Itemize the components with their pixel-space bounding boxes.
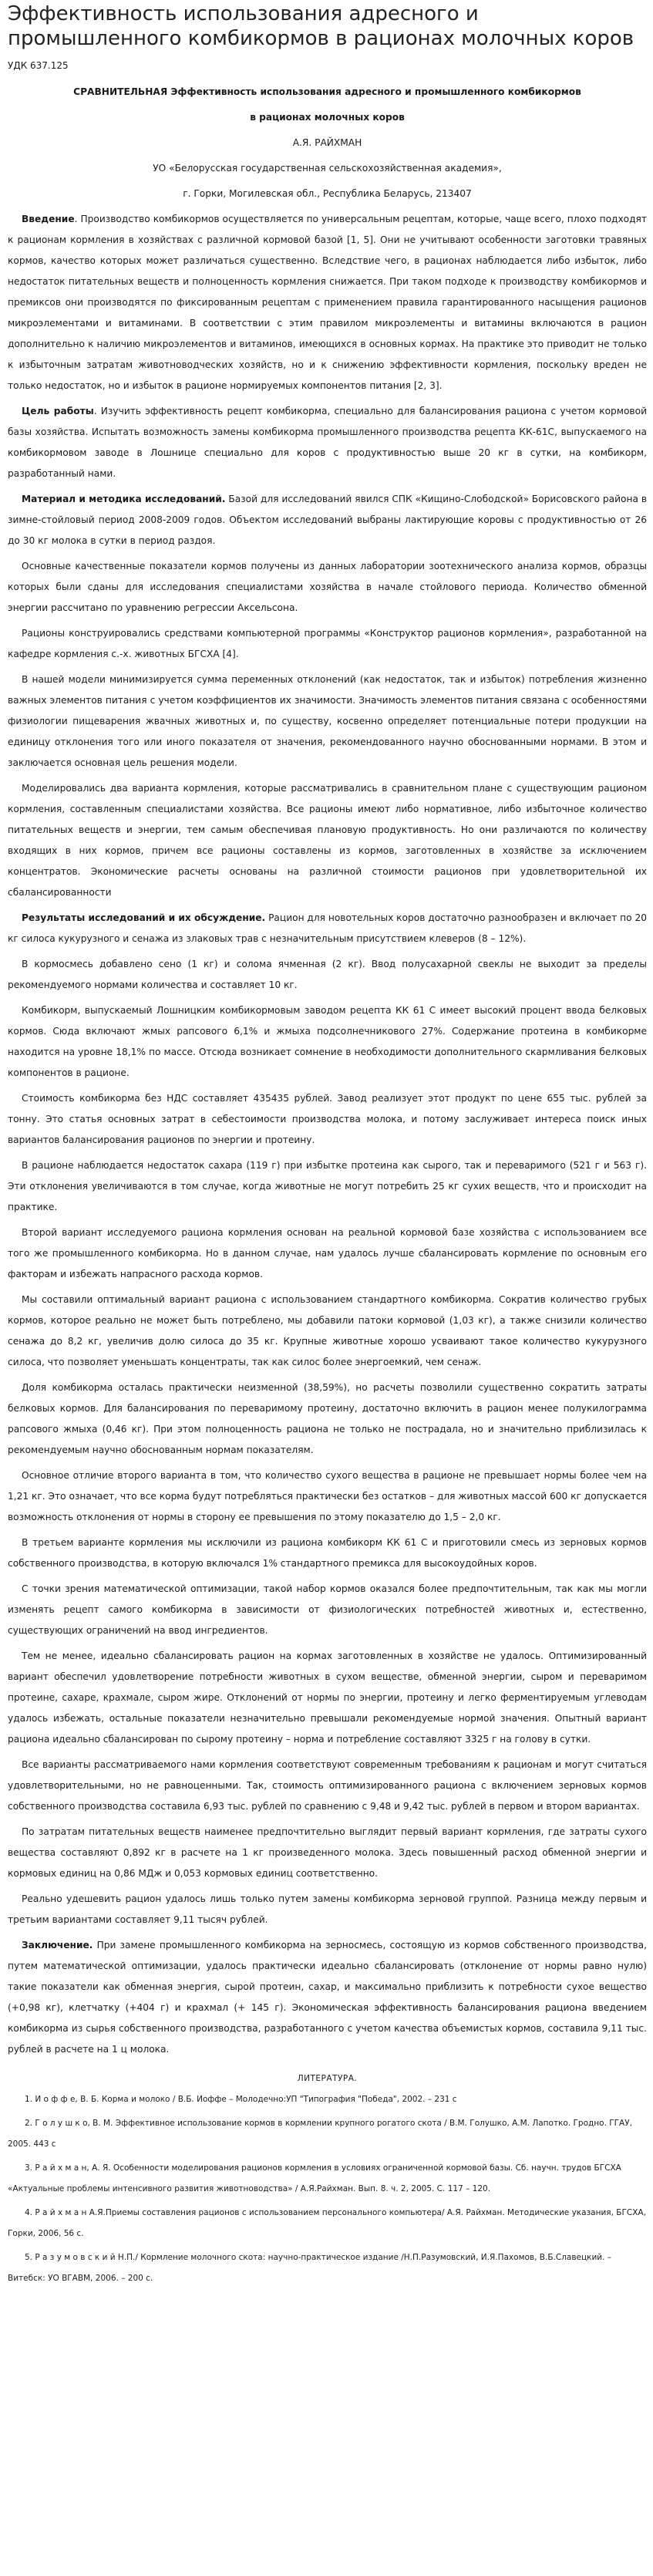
reference-item: 1. И о ф ф е, В. Б. Корма и молоко / В.Б. Иоффе – Молодечно:УП "Типография "Победа", 2002. – 231 с: [25, 2095, 457, 2104]
paragraph-hay: В кормосмесь добавлено сено (1 кг) и солома ячменная (2 кг). Ввод полусахарной свеклы не выходит за пределы рекомендуемого нормами количества и составляет 10 кг.: [8, 959, 647, 990]
paragraph-share: Доля комбикорма осталась практически неизменной (38,59%), но расчеты позволили существенно сократить затраты белковых кормов. Для балансирования по переваримому протеину, достаточно включить в рацион менее полукилограмма рапсового жмыха (0,46 кг). При этом полноценность рациона не только не пострадала, но и значительно приблизилась к рекомендуемым научно обоснованным нормам показателям.: [8, 1382, 647, 1455]
paragraph-methods: [8, 489, 647, 551]
results-heading: Результаты исследований и их обсуждение.: [22, 912, 266, 923]
aim-text: . Изучить эффективность рецепт комбикорма, специально для балансирования рациона с учетом кормовой базы хозяйства. Испытать возможность замены комбикорма промышленного производства рецепта КК-61С, выпускаемого на комбикормовом заводе в Лошнице специально для коров с продуктивностью выше 20 кг в сутки, на комбикорм, разработанный нами.: [8, 406, 647, 479]
page-title: Эффективность использования адресного и промышленного комбикормов в рационах молочных коров: [8, 2, 634, 50]
paragraph-nutrient-cost: По затратам питательных веществ наименее предпочтительно выглядит первый вариант кормления, где затраты сухого вещества составляют 0,892 кг в расчете на 1 кг произведенного молока. Здесь повышенный расход обменной энергии и кормовых единиц на 0,86 МДж и 0,053 кормовых единиц соответственно.: [8, 1826, 647, 1879]
reference-item: 2. Г о л у ш к о, В. М. Эффективное использование кормов в кормлении крупного рогатого скота / В.М. Голушко, А.М. Лапотко. Гродно. ГГАУ, 2005. 443 с: [8, 2119, 632, 2149]
paragraph-optimal: Мы составили оптимальный вариант рациона с использованием стандартного комбикорма. Сократив количество грубых кормов, которое реально не может быть потреблено, мы добавили патоки кормовой (1,03 кг), а также снизили количество сенажа до 8,2 кг, увеличив долю силоса до 35 кг. Крупные животные хорошо усваивают такое количество кукурузного силоса, что позволяет уменьшать концентраты, так как силос более энергоемкий, чем сенаж.: [8, 1294, 647, 1367]
article-title-line1: СРАВНИТЕЛЬНАЯ Эффективность использования адресного и промышленного комбикормов: [73, 86, 581, 97]
paragraph-third-variant: В третьем варианте кормления мы исключили из рациона комбикорм КК 61 С и приготовили смесь из зерновых кормов собственного производства, в которую включался 1% стандартного премикса для высокоудойных коров.: [8, 1537, 647, 1569]
references-list: [8, 2089, 647, 2289]
paragraph-math: С точки зрения математической оптимизации, такой набор кормов оказался более предпочтительным, так как мы могли изменять рецепт самого комбикорма в зависимости от физиологических потребностей животных и, естественно, существующих ограничений на ввод ингредиентов.: [8, 1583, 647, 1636]
article-body: [8, 82, 647, 2060]
methods-heading: Материал и методика исследований.: [22, 494, 226, 504]
paragraph-second-variant: Второй вариант исследуемого рациона кормления основан на реальной кормовой базе хозяйства с использованием все того же промышленного комбикорма. Но в данном случае, нам удалось лучше сбалансировать кормление по основным его факторам и избежать напрасного расхода кормов.: [8, 1227, 647, 1280]
paragraph-however: Тем не менее, идеально сбалансировать рацион на кормах заготовленных в хозяйстве не удалось. Оптимизированный вариант обеспечил удовлетворение потребности животных в сухом веществе, обменной энергии, сыром и переваримом протеине, сахаре, крахмале, сыром жире. Отклонений от нормы по энергии, протеину и легко ферментируемым углеводам удалось избежать, остальные показатели незначительно превышали рекомендуемые нормой значения. Опытный вариант рациона идеально сбалансирован по сырому протеину – норма и потребление составляют 3325 г на голову в сутки.: [8, 1650, 647, 1745]
references-title: ЛИТЕРАТУРА.: [297, 2074, 358, 2083]
udk-code: УДК 637.125: [8, 60, 69, 71]
paragraph-results: [8, 908, 647, 949]
paragraph-all-variants: Все варианты рассматриваемого нами кормления соответствуют современным требованиям к рационам и могут считаться удовлетворительными, но не равноценными. Так, стоимость оптимизированного рациона с включением зерновых кормов собственного производства составила 6,93 тыс. рублей по сравнению с 9,48 и 9,42 тыс. рублей в первом и втором вариантах.: [8, 1759, 647, 1812]
results-text: Рацион для новотельных коров достаточно разнообразен и включает по 20 кг силоса кукурузного и сенажа из злаковых трав с незначительным присутствием клеверов (8 – 12%).: [8, 912, 647, 944]
document-page: [0, 2, 653, 2289]
paragraph-quality: Основные качественные показатели кормов получены из данных лаборатории зоотехнического анализа кормов, образцы которых были сданы для исследования специалистами хозяйства в начале стойлового периода. Количество обменной энергии рассчитано по уравнению регрессии Аксельсона.: [8, 561, 647, 613]
reference-item: 3. Р а й х м а н, А. Я. Особенности моделирования рационов кормления в условиях ограниченной кормовой базы. Сб. научн. трудов БГСХА «Актуальные проблемы интенсивного развития животноводства» / А.Я.Райхман. Вып. 8. ч. 2, 2005. С. 117 – 120.: [8, 2163, 621, 2193]
introduction-text: . Производство комбикормов осуществляется по универсальным рецептам, которые, чаще всего, плохо подходят к рационам кормления в хозяйствах с различной кормовой базой [1, 5]. Они не учитывают особенности заготовки травяных кормов, качество которых может различаться существенно. Вследствие чего, в рационах наблюдается либо избыток, либо недостаток питательных веществ и полноценность кормления снижается. При таком подходе к производству комбикормов и премиксов они производятся по фиксированным рецептам с применением правила гарантированного насыщения рационов микроэлементами и витаминами. В соответствии с этим правилом микроэлементы и витамины включаются в рацион дополнительно к наличию микроэлементов и витаминов, имеющихся в основных кормах. На практике это приводит не только к избыточным затратам животноводческих хозяйств, но и к снижению эффективности кормления, поскольку вреден не только недостаток, но и избыток в рационе нормируемых компонентов питания [2, 3].: [8, 214, 647, 391]
paragraph-difference: Основное отличие второго варианта в том, что количество сухого вещества в рационе не превышает нормы более чем на 1,21 кг. Это означает, что все корма будут потребляться практически без остатков – для животных массой 600 кг допускается возможность отклонения от нормы в сторону ее превышения по этому показателю до 1,5 – 2,0 кг.: [8, 1470, 647, 1522]
article-address: г. Горки, Могилевская обл., Республика Беларусь, 213407: [183, 188, 472, 199]
article-organization: УО «Белорусская государственная сельскохозяйственная академия»,: [153, 163, 502, 174]
paragraph-cheaper: Реально удешевить рацион удалось лишь только путем замены комбикорма зерновой группой. Разница между первым и третьим вариантами составляет 9,11 тысяч рублей.: [8, 1893, 647, 1925]
paragraph-minimize: В нашей модели минимизируется сумма переменных отклонений (как недостаток, так и избыток) потребления жизненно важных элементов питания с учетом коэффициентов их значимости. Значимость элементов питания связана с особенностями физиологии пищеварения жвачных животных и, по существу, косвенно определяет потенциальные потери продукции на единицу отклонения того или иного показателя от значения, рекомендованного научно обоснованными нормами. В этом и заключается основная цель решения модели.: [8, 674, 647, 768]
methods-text: Базой для исследований явился СПК «Кищино-Слободской» Борисовского района в зимне-стойловый период 2008-2009 годов. Объектом исследований выбраны лактирующие коровы с продуктивностью от 26 до 30 кг молока в сутки в период раздоя.: [8, 494, 648, 546]
paragraph-feed: Комбикорм, выпускаемый Лошницким комбикормовым заводом рецепта КК 61 С имеет высокий процент ввода белковых кормов. Сюда включают жмых рапсового 6,1% и жмыха подсолнечникового 27%. Содержание протеина в комбикорме находится на уровне 18,1% по массе. Отсюда возникает сомнение в необходимости дополнительного скармливания белковых компонентов в рационе.: [8, 1005, 647, 1078]
paragraph-conclusion: [8, 1935, 647, 2060]
conclusion-text: При замене промышленного комбикорма на зерносмесь, состоящую из кормов собственного производства, путем математической оптимизации, удалось практически идеально сбалансировать (отклонение от нормы равно нулю) такие показатели как обменная энергия, сырой протеин, сахар, и максимально приблизить к потребности сухое вещество (+0,98 кг), клетчатку (+404 г) и крахмал (+ 145 г). Экономическая эффективность балансирования рациона введением комбикорма из сырья собственного производства, разработанного с учетом качества объемистых кормов, составила 9,11 тыс. рублей в расчете на 1 ц молока.: [8, 1940, 647, 2055]
paragraph-modeling: Моделировались два варианта кормления, которые рассматривались в сравнительном плане с существующим рационом кормления, составленным специалистами хозяйства. Все рационы имеют либо нормативное, либо избыточное количество питательных веществ и энергии, тем самым обеспечивая плановую продуктивность. Но они различаются по количеству входящих в них кормов, причем все рационы составлены из кормов, заготовленных в хозяйстве за исключением концентратов. Экономические расчеты основаны на различной стоимости рационов при удовлетворительной их сбалансированности: [8, 783, 647, 898]
article-author: А.Я. РАЙХМАН: [292, 137, 362, 148]
aim-heading: Цель работы: [22, 406, 94, 416]
paragraph-aim: [8, 401, 647, 484]
reference-item: 5. Р а з у м о в с к и й Н.П./ Кормление молочного скота: научно-практическое издание /Н.П.Разумовский, И.Я.Пахомов, В.Б.Славецкий. – Витебск: УО ВГАВМ, 2006. – 200 с.: [8, 2253, 612, 2283]
paragraph-introduction: [8, 209, 647, 396]
paragraph-sugar: В рационе наблюдается недостаток сахара (119 г) при избытке протеина как сырого, так и переваримого (521 г и 563 г). Эти отклонения увеличиваются в том случае, когда животные не могут потребить 25 кг сухих веществ, что и происходит на практике.: [8, 1160, 647, 1212]
paragraph-cost: Стоимость комбикорма без НДС составляет 435435 рублей. Завод реализует этот продукт по цене 655 тыс. рублей за тонну. Это статья основных затрат в себестоимости производства молока, и потому заслуживает интереса поиск иных вариантов балансирования рационов по энергии и протеину.: [8, 1093, 647, 1145]
introduction-heading: Введение: [22, 214, 75, 224]
reference-item: 4. Р а й х м а н А.Я.Приемы составления рационов с использованием персонального компьютера/ А.Я. Райхман. Методические указания, БГСХА, Горки, 2006, 56 с.: [8, 2208, 646, 2238]
article-title-line2: в рационах молочных коров: [250, 112, 405, 123]
conclusion-heading: Заключение.: [22, 1940, 93, 1951]
paragraph-software: Рационы конструировались средствами компьютерной программы «Конструктор рационов кормления», разработанной на кафедре кормления с.-х. животных БГСХА [4].: [8, 628, 647, 659]
